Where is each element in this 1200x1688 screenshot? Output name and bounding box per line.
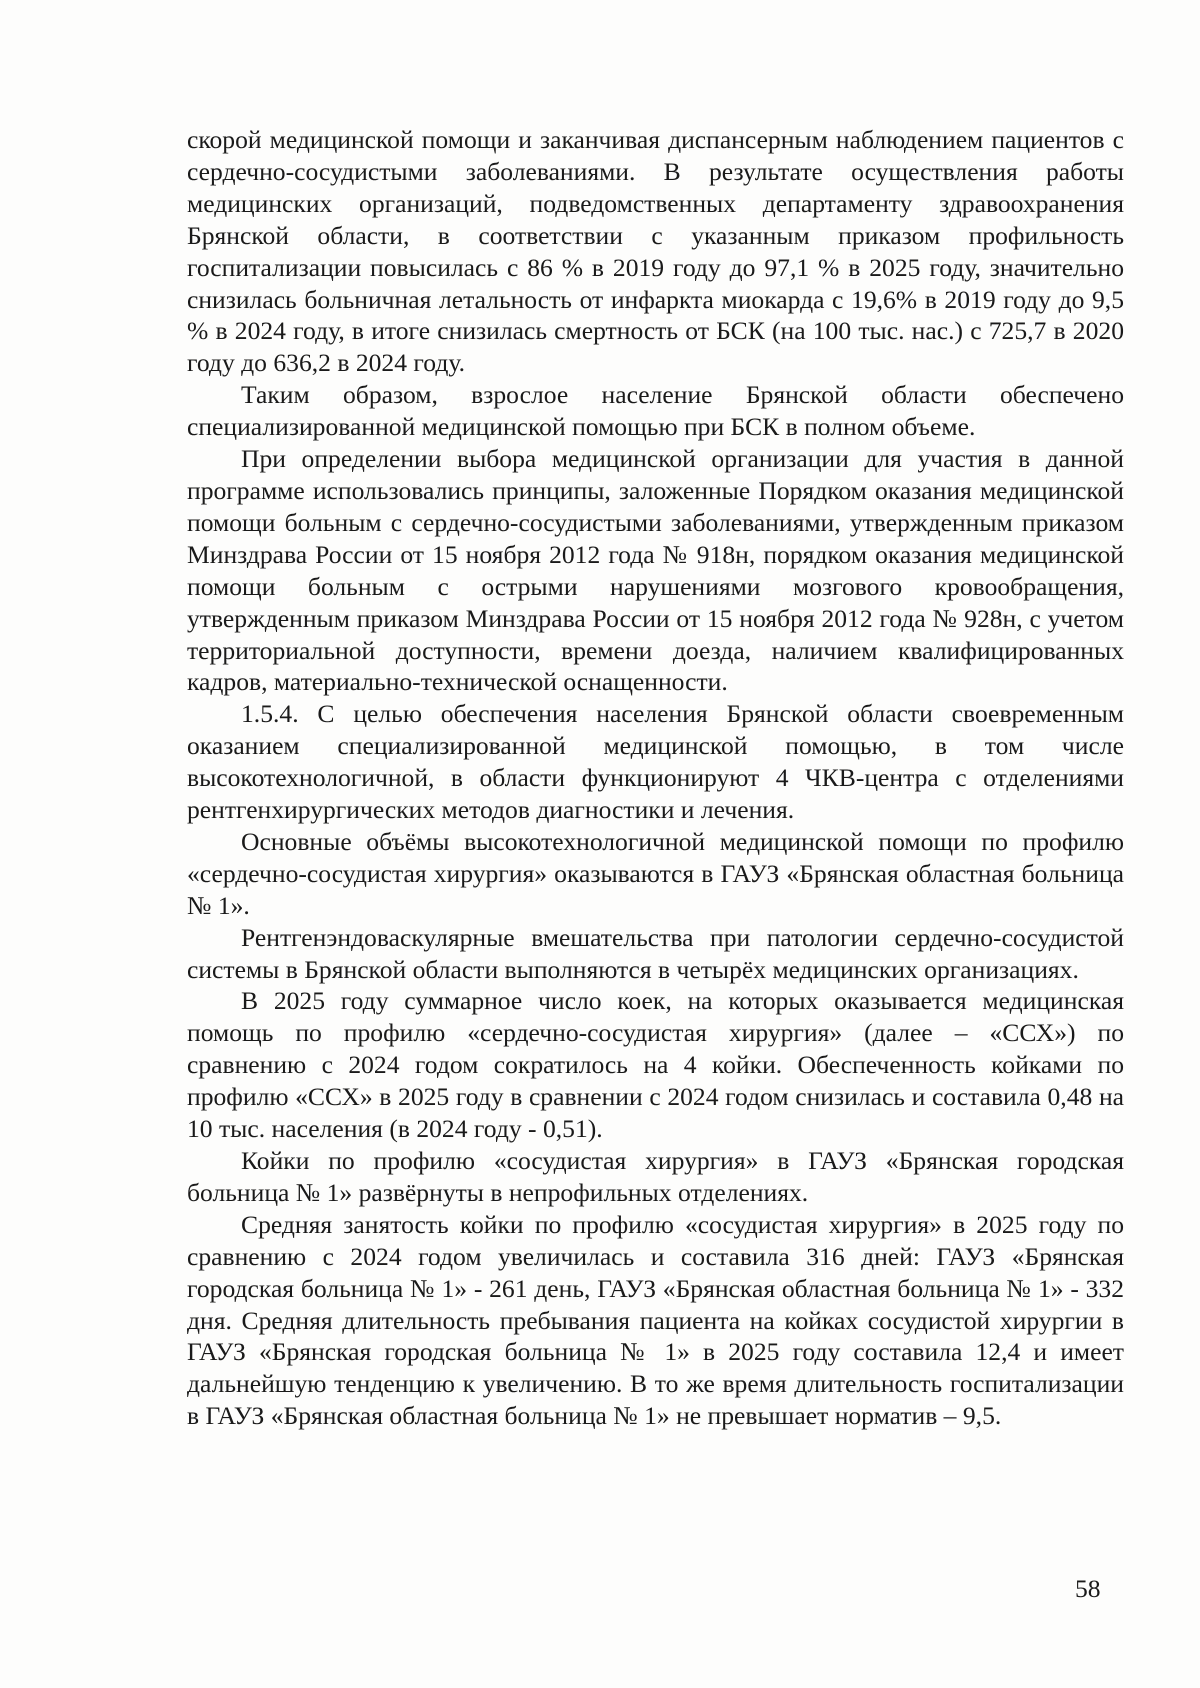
paragraph-conclusion: Таким образом, взрослое население Брянской области обеспечено специализированной медицинской помощью при БСК в полном объеме. [187, 380, 1124, 442]
paragraph-vascular-beds: Койки по профилю «сосудистая хирургия» в ГАУЗ «Брянская городская больница № 1» развёрнуты в непрофильных отделениях. [187, 1146, 1124, 1207]
paragraph-continuation: скорой медицинской помощи и заканчивая диспансерным наблюдением пациентов с сердечно-сосудистыми заболеваниями. В результате осуществления работы медицинских организаций, подведомственных департаменту здравоохранения Брянской области, в соответствии с указанным приказом профильность госпитализации повысилась с 86 % в 2019 году до 97,1 % в 2025 году, значительно снизилась больничная летальность от инфаркта миокарда с 19,6% в 2019 году до 9,5 % в 2024 году, в итоге снизилась смертность от БСК (на 100 тыс. нас.) с 725,7 в 2020 году до 636,2 в 2024 году. [187, 125, 1124, 378]
paragraph-high-tech-care: Основные объёмы высокотехнологичной медицинской помощи по профилю «сердечно-сосудистая хирургия» оказываются в ГАУЗ «Брянская областная больница № 1». [187, 826, 1124, 920]
paragraph-endovascular: Рентгенэндоваскулярные вмешательства при патологии сердечно-сосудистой системы в Брянской области выполняются в четырёх медицинских организациях. [187, 922, 1124, 984]
paragraph-section-1-5-4: 1.5.4. С целью обеспечения населения Брянской области своевременным оказанием специализированной медицинской помощью, в том числе высокотехнологичной, в области функционируют 4 ЧКВ-центра с отделениями рентгенхирургических методов диагностики и лечения. [187, 699, 1124, 825]
page-number: 58 [1075, 1574, 1101, 1603]
document-body [187, 124, 1124, 1432]
paragraph-bed-count: В 2025 году суммарное число коек, на которых оказывается медицинская помощь по профилю «сердечно-сосудистая хирургия» (далее – «ССХ») по сравнению с 2024 годом сократилось на 4 койки. Обеспеченность койками по профилю «ССХ» в 2025 году в сравнении с 2024 годом снизилась и составила 0,48 на 10 тыс. населения (в 2024 году - 0,51). [187, 986, 1124, 1144]
paragraph-bed-occupancy: Средняя занятость койки по профилю «сосудистая хирургия» в 2025 году по сравнению с 2024 годом увеличилась и составила 316 дней: ГАУЗ «Брянская городская больница № 1» - 261 день, ГАУЗ «Брянская областная больница № 1» - 332 дня. Средняя длительность пребывания пациента на койках сосудистой хирургии в ГАУЗ «Брянская городская больница № 1» в 2025 году составила 12,4 и имеет дальнейшую тенденцию к увеличению. В то же время длительность госпитализации в ГАУЗ «Брянская областная больница № 1» не превышает норматив – 9,5. [187, 1209, 1124, 1431]
paragraph-selection-principles: При определении выбора медицинской организации для участия в данной программе использовались принципы, заложенные Порядком оказания медицинской помощи больным с сердечно-сосудистыми заболеваниями, утвержденным приказом Минздрава России от 15 ноября 2012 года № 918н, порядком оказания медицинской помощи больным с острыми нарушениями мозгового кровообращения, утвержденным приказом Минздрава России от 15 ноября 2012 года № 928н, с учетом территориальной доступности, времени доезда, наличием квалифицированных кадров, материально-технической оснащенности. [187, 444, 1124, 697]
